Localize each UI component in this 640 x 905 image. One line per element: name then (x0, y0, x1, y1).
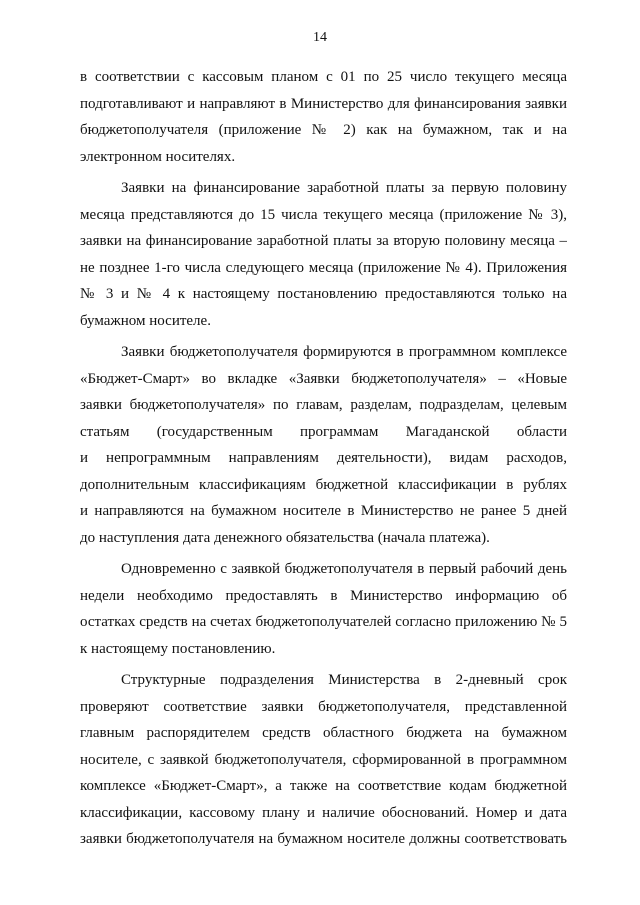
paragraph (80, 175, 567, 334)
text-line: проверяют соответствие заявки бюджетополучателя, представленной (80, 698, 567, 715)
text-line: бумажном носителе. (80, 312, 211, 329)
paragraph (80, 64, 567, 170)
text-line: бюджетополучателя (приложение № 2) как на бумажном, так и на (80, 122, 567, 138)
text-line: заявки на финансирование заработной платы за вторую половину месяца – (80, 233, 567, 249)
text-line: в соответствии с кассовым планом с 01 по 25 число текущего месяца (80, 69, 567, 85)
text-line: остатках средств на счетах бюджетополучателей согласно приложению № 5 (80, 614, 567, 630)
text-line: дополнительным классификациям бюджетной классификации в рублях (80, 476, 567, 493)
text-line: заявки бюджетополучателя» по главам, разделам, подразделам, целевым (80, 397, 567, 413)
text-line: и непрограммным направлениям деятельности), видам расходов, (80, 450, 567, 466)
text-line: не позднее 1-го числа следующего месяца (приложение № 4). Приложения (80, 259, 567, 276)
text-line: Структурные подразделения Министерства в 2-дневный срок (121, 672, 567, 688)
text-line: Одновременно с заявкой бюджетополучателя в первый рабочий день (121, 561, 567, 577)
paragraph (80, 339, 567, 551)
paragraph (80, 556, 567, 662)
text-line: недели необходимо предоставлять в Министерство информацию об (80, 587, 567, 604)
text-line: № 3 и № 4 к настоящему постановлению предоставляются только на (80, 286, 567, 302)
text-line: электронном носителях. (80, 148, 236, 165)
text-line: подготавливают и направляют в Министерство для финансирования заявки (80, 95, 567, 112)
document-body (80, 64, 567, 858)
text-line: заявки бюджетополучателя на бумажном носителе должны соответствовать (80, 831, 567, 847)
text-line: комплексе «Бюджет-Смарт», а также на соответствие кодам бюджетной (80, 778, 567, 794)
page-number: 14 (313, 30, 327, 45)
text-line: к настоящему постановлению. (80, 640, 276, 657)
text-line: «Бюджет-Смарт» во вкладке «Заявки бюджетополучателя» – «Новые (80, 370, 567, 387)
text-line: главным распорядителем средств областного бюджета на бумажном (80, 725, 567, 741)
text-line: и направляются на бумажном носителе в Министерство не ранее 5 дней (80, 503, 567, 519)
text-line: месяца представляются до 15 числа текущего месяца (приложение № 3), (80, 206, 567, 223)
text-line: Заявки бюджетополучателя формируются в программном комплексе (121, 344, 567, 360)
text-line: классификации, кассовому плану и наличие обоснований. Номер и дата (80, 804, 567, 821)
text-line: статьям (государственным программам Магаданской области (80, 423, 567, 440)
text-line: до наступления дата денежного обязательства (начала платежа). (80, 529, 490, 546)
text-line: Заявки на финансирование заработной платы за первую половину (121, 180, 567, 196)
text-line: носителе, с заявкой бюджетополучателя, сформированной в программном (80, 751, 567, 768)
paragraph (80, 667, 567, 853)
